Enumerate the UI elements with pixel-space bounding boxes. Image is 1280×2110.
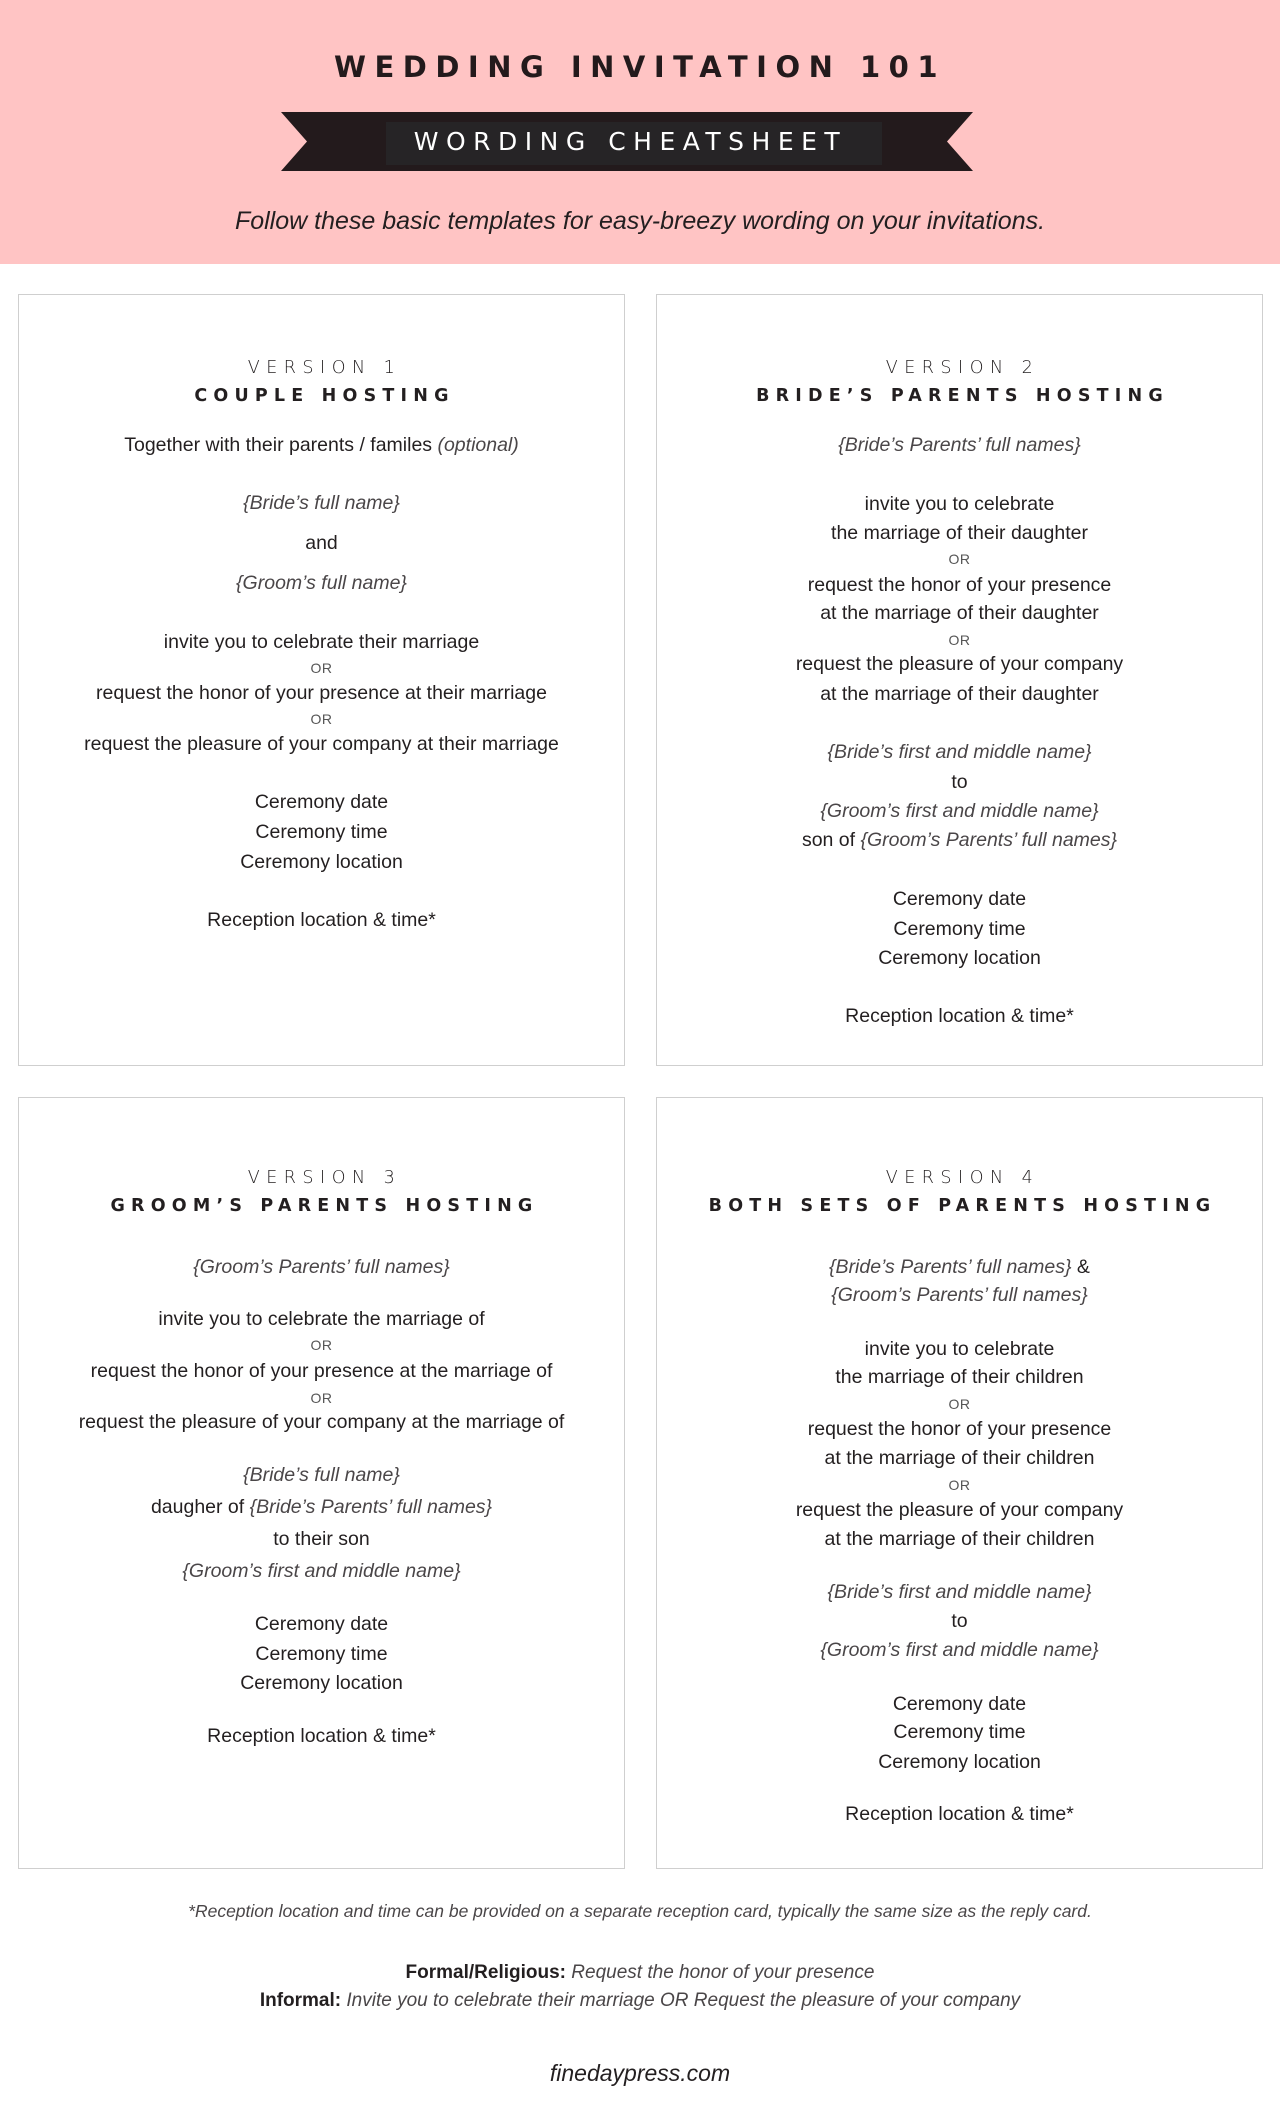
- grooms-parents-placeholder: {Groom’s Parents’ full names}: [860, 829, 1118, 851]
- line-invite-2: the marriage of their children: [835, 1366, 1084, 1388]
- line-ceremony-location: Ceremony location: [878, 947, 1041, 969]
- line-son-of: [657, 825, 1262, 855]
- line-ceremony-location: Ceremony location: [878, 1751, 1041, 1773]
- line-groom-name: {Groom’s full name}: [236, 572, 407, 594]
- line-bride-name: {Bride’s full name}: [243, 1464, 400, 1486]
- version-label: VERSION 2: [885, 358, 1040, 378]
- line-ceremony-date: Ceremony date: [254, 1613, 389, 1635]
- brides-parents-placeholder: {Bride’s Parents’ full names}: [249, 1496, 493, 1518]
- line-honor-1: request the honor of your presence: [807, 1418, 1112, 1440]
- daugher-of-text: daugher of: [150, 1496, 245, 1518]
- line-to: to: [951, 1610, 968, 1632]
- line-ceremony-time: Ceremony time: [893, 1721, 1026, 1743]
- line-ceremony-time: Ceremony time: [255, 1643, 388, 1665]
- line-pleasure: request the pleasure of your company at the marriage of: [78, 1411, 565, 1433]
- line-grooms-parents: {Groom’s Parents’ full names}: [831, 1284, 1088, 1306]
- or-divider: OR: [948, 1477, 971, 1493]
- line-brides-parents: [657, 1252, 1262, 1282]
- line-honor: request the honor of your presence at the marriage of: [90, 1360, 553, 1382]
- optional-note: (optional): [437, 434, 519, 456]
- line-invite-1: invite you to celebrate: [864, 1338, 1055, 1360]
- son-of-text: son of: [801, 829, 856, 851]
- line-honor-2: at the marriage of their daughter: [820, 602, 1099, 624]
- line-pleasure-2: at the marriage of their children: [824, 1528, 1095, 1550]
- line-ceremony-date: Ceremony date: [254, 791, 389, 813]
- line-bride-first-middle: {Bride’s first and middle name}: [827, 741, 1092, 763]
- line-ceremony-date: Ceremony date: [892, 1693, 1027, 1715]
- version-card-3: [18, 1097, 625, 1869]
- line-daugher-of: [19, 1492, 624, 1522]
- version-label: VERSION 3: [247, 1168, 402, 1188]
- line-invite: invite you to celebrate the marriage of: [158, 1308, 485, 1330]
- or-divider: OR: [310, 1390, 333, 1406]
- line-honor-2: at the marriage of their children: [824, 1447, 1095, 1469]
- version-heading: BRIDE’S PARENTS HOSTING: [756, 386, 1169, 406]
- ampersand: &: [1076, 1256, 1090, 1278]
- line-bride-first-middle: {Bride’s first and middle name}: [827, 1581, 1092, 1603]
- or-divider: OR: [310, 660, 333, 676]
- line-invite-1: invite you to celebrate: [864, 493, 1055, 515]
- together-text: Together with their parents / familes: [124, 434, 433, 456]
- line-grooms-parents: {Groom’s Parents’ full names}: [193, 1256, 450, 1278]
- line-bride-name: {Bride’s full name}: [243, 492, 400, 514]
- line-and: and: [305, 532, 338, 554]
- formal-note: [0, 1958, 1280, 1988]
- line-ceremony-location: Ceremony location: [240, 1672, 403, 1694]
- hero-banner: [0, 0, 1280, 264]
- informal-note: [0, 1986, 1280, 2016]
- line-reception: Reception location & time*: [207, 909, 436, 931]
- version-heading: BOTH SETS OF PARENTS HOSTING: [708, 1196, 1217, 1216]
- reception-footnote: *Reception location and time can be provided on a separate reception card, typically the same size as the reply card.: [188, 1901, 1092, 1921]
- ribbon: [281, 112, 973, 171]
- ribbon-label: WORDING CHEATSHEET: [413, 127, 848, 156]
- version-label: VERSION 1: [247, 358, 402, 378]
- line-reception: Reception location & time*: [845, 1005, 1074, 1027]
- formal-label: Formal/Religious:: [405, 1962, 567, 1983]
- line-ceremony-time: Ceremony time: [893, 918, 1026, 940]
- or-divider: OR: [948, 551, 971, 567]
- informal-label: Informal:: [259, 1990, 342, 2011]
- version-card-1: [18, 294, 625, 1066]
- or-divider: OR: [310, 711, 333, 727]
- website-link[interactable]: finedaypress.com: [549, 2060, 731, 2086]
- or-divider: OR: [948, 1396, 971, 1412]
- line-reception: Reception location & time*: [207, 1725, 436, 1747]
- line-reception: Reception location & time*: [845, 1803, 1074, 1825]
- line-ceremony-location: Ceremony location: [240, 851, 403, 873]
- line-invite-2: the marriage of their daughter: [831, 522, 1088, 544]
- brides-parents-placeholder: {Bride’s Parents’ full names}: [829, 1256, 1072, 1278]
- line-invite: invite you to celebrate their marriage: [163, 631, 480, 653]
- page-title: WEDDING INVITATION 101: [333, 50, 947, 84]
- line-honor: request the honor of your presence at their marriage: [96, 682, 547, 704]
- line-together: [19, 430, 624, 460]
- or-divider: OR: [310, 1337, 333, 1353]
- version-label: VERSION 4: [885, 1168, 1040, 1188]
- informal-text: Invite you to celebrate their marriage OR Request the pleasure of your company: [346, 1990, 1021, 2011]
- version-card-4: [656, 1097, 1263, 1869]
- subtitle: Follow these basic templates for easy-breezy wording on your invitations.: [234, 207, 1046, 235]
- version-heading: COUPLE HOSTING: [194, 386, 455, 406]
- line-to-their-son: to their son: [273, 1528, 370, 1550]
- line-groom-first-middle: {Groom’s first and middle name}: [820, 800, 1099, 822]
- line-pleasure: request the pleasure of your company at their marriage: [84, 733, 559, 755]
- version-card-2: [656, 294, 1263, 1066]
- line-ceremony-time: Ceremony time: [255, 821, 388, 843]
- line-pleasure-1: request the pleasure of your company: [795, 1499, 1124, 1521]
- line-groom-first-middle: {Groom’s first and middle name}: [182, 1560, 461, 1582]
- line-ceremony-date: Ceremony date: [892, 888, 1027, 910]
- line-to: to: [951, 771, 968, 793]
- version-heading: GROOM’S PARENTS HOSTING: [110, 1196, 539, 1216]
- line-pleasure-1: request the pleasure of your company: [795, 653, 1124, 675]
- line-brides-parents: {Bride’s Parents’ full names}: [838, 434, 1081, 456]
- formal-text: Request the honor of your presence: [571, 1962, 875, 1983]
- or-divider: OR: [948, 632, 971, 648]
- line-groom-first-middle: {Groom’s first and middle name}: [820, 1639, 1099, 1661]
- line-pleasure-2: at the marriage of their daughter: [820, 683, 1099, 705]
- line-honor-1: request the honor of your presence: [807, 574, 1112, 596]
